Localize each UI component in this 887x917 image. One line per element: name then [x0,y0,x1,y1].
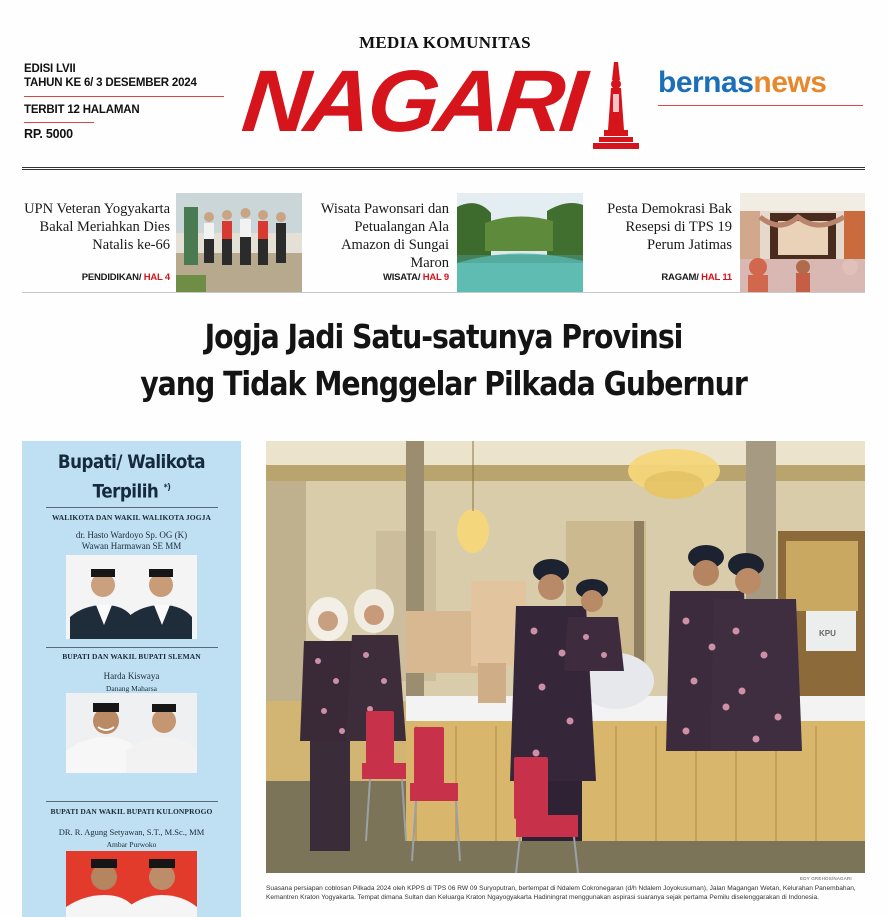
teaser-photo-wedding-tps [740,193,865,293]
main-headline [62,313,825,407]
teaser-section: WISATA/ [382,272,423,283]
mayor-name-jogja: dr. Hasto Wardoyo Sp. OG (K) [75,530,188,540]
nagari-logo [238,53,648,154]
teaser-page: HAL 4 [143,272,170,283]
regent-name-kulonprogo: DR. R. Agung Setyawan, S.T., M.Sc., MM [58,827,205,837]
officials-photo-kulonprogo [66,851,197,917]
section-rule [46,507,218,508]
teaser-title: UPN Veteran Yogyakarta Bakal Meriahkan Dies Natalis ke-66 [24,201,170,253]
vice-mayor-name-jogja: Wawan Harmawan SE MM [81,541,182,551]
officials-photo-jogja [66,555,197,639]
section-rule [46,647,218,648]
teaser-title: Pesta Demokrasi Bak Resepsi di TPS 19 Perum Jatimas [607,201,732,253]
edition-info [24,62,224,141]
elected-officials-sidebar [22,441,241,917]
price-rule [24,122,94,123]
brand-rule [658,105,863,106]
section-rule [46,801,218,802]
edition-rule [24,96,224,97]
teaser-page: HAL 11 [701,272,732,283]
sidebar-title-line-2 [35,475,228,504]
section-heading-sleman: BUPATI DAN WAKIL BUPATI SLEMAN [62,652,201,661]
teaser-ragam[interactable] [588,190,865,294]
teaser-pendidikan[interactable] [22,190,302,294]
teaser-section-tag [22,272,170,283]
sidebar-title-mark: *) [163,483,171,493]
headline-line-2: yang Tidak Menggelar Pilkada Gubernur [140,364,747,403]
section-heading-kulonprogo: BUPATI DAN WAKIL BUPATI KULONPROGO [50,807,213,816]
sidebar-title-text: Terpilih [92,480,159,503]
bernasnews-brand [658,66,868,100]
officials-photo-sleman [66,693,197,773]
main-photo-tps-preparation [266,441,865,873]
teaser-section-tag [307,272,449,283]
photo-caption: Suasana persiapan coblosan Pilkada 2024 oleh KPPS di TPS 06 RW 09 Suryoputran, bertempat di Ndalem Cokronegaran (d/h Ndalem Joyokusuman), Jalan Magangan Wetan, Kelurahan Panembahan, Kemantren Kraton Yogyakarta. Tempat dimana Sultan dan Keluarga Kraton Ngayogyakarta Hadiningrat menggunakan aspirasi suaranya sejak pertama Pemilu diselenggarakan di Indonesia. [266,885,856,901]
teaser-title: Wisata Pawonsari dan Petualangan Ala Amazon di Sungai Maron [320,201,449,271]
issue-date: TAHUN KE 6/ 3 DESEMBER 2024 [24,77,197,89]
headline-line-1: Jogja Jadi Satu-satunya Provinsi [204,317,683,356]
photo-credit: EDY GREHOS/NAGARI [800,876,852,881]
sidebar-title [35,449,228,504]
teaser-section-tag [588,272,732,283]
price: RP. 5000 [24,127,73,141]
teaser-section: PENDIDIKAN/ [81,272,144,283]
teaser-photo-graduates [176,193,302,293]
regent-name-sleman: Harda Kiswaya [103,671,160,681]
brand-part-bernas: bernas [658,66,754,99]
edition-number: EDISI LVII [24,63,76,75]
logo-wordmark: NAGARI [238,53,588,151]
ballot-box-label: KPU [819,629,836,638]
brand-part-news: news [753,66,827,99]
teaser-photo-river [457,193,583,293]
vice-regent-name-kulonprogo: Ambar Purwoko [106,840,157,849]
sidebar-title-line-1: Bupati/ Walikota [57,451,206,473]
teaser-section: RAGAM/ [661,272,702,283]
masthead-subtitle: MEDIA KOMUNITAS [359,33,531,52]
vice-regent-name-sleman: Danang Maharsa [105,684,158,693]
tugu-monument-icon [593,60,639,152]
masthead [0,0,887,172]
masthead-rule [22,167,865,170]
teaser-wisata[interactable] [307,190,583,294]
section-heading-jogja: WALIKOTA DAN WAKIL WALIKOTA JOGJA [51,513,212,522]
teaser-page: HAL 9 [422,272,449,283]
page-count: TERBIT 12 HALAMAN [24,104,140,116]
teaser-divider [22,292,865,293]
